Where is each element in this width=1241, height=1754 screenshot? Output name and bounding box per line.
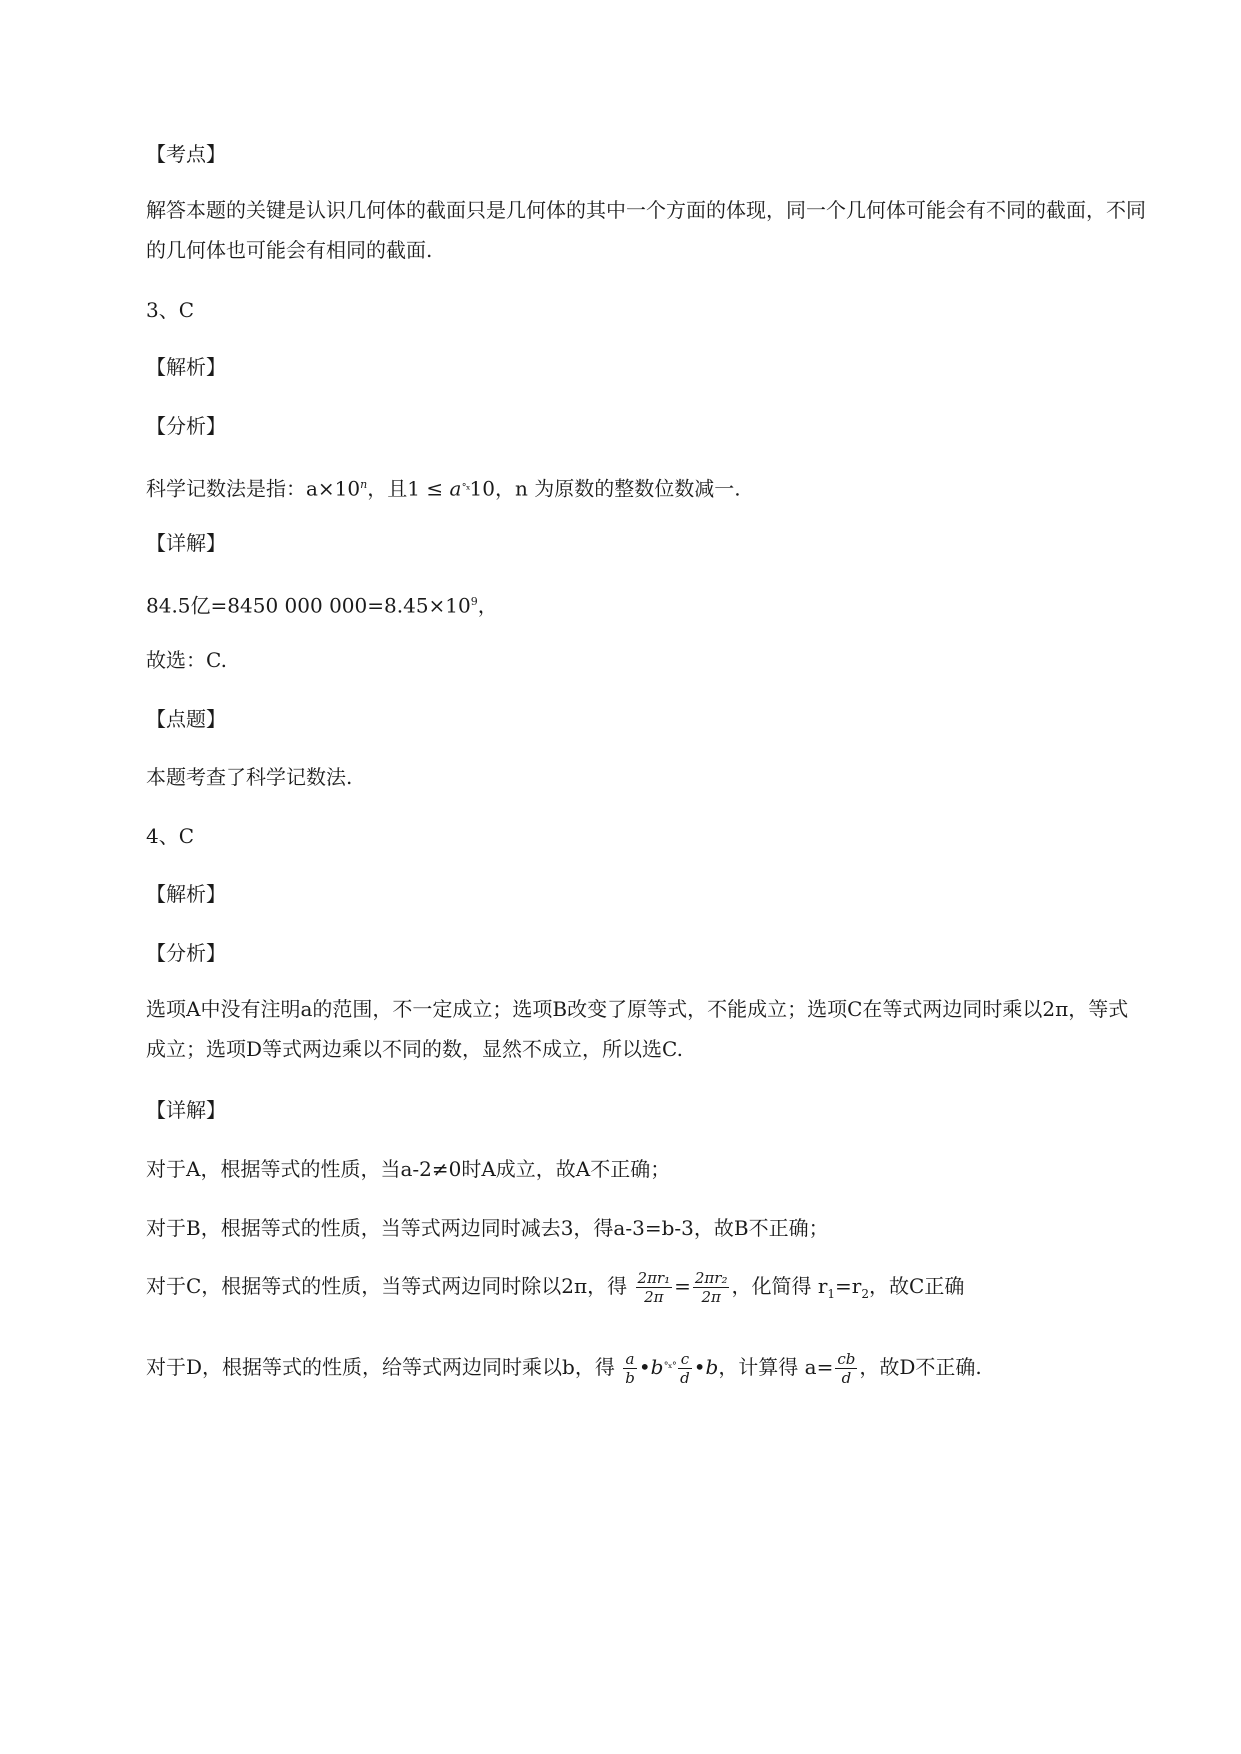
q4-c-fraction-right-denominator: 2π (701, 1288, 721, 1306)
q4-c-fraction-right (693, 1269, 730, 1306)
q4-c-part-c: =r (835, 1274, 862, 1298)
q4-fenxi-paragraph: 选项A中没有注明a的范围，不一定成立；选项B改变了原等式，不能成立；选项C在等式两边同时乘以2π，等式成立；选项D等式两边乘以不同的数，显然不成立，所以选C. (146, 997, 1129, 1061)
q4-c-fraction-right-numerator: 2πr₂ (694, 1269, 728, 1287)
q4-c-fraction-left-denominator: 2π (644, 1288, 664, 1306)
q4-d-part-a: 对于D，根据等式的性质，给等式两边同时乘以b，得 (146, 1355, 615, 1379)
q4-d-times-b-1: •b (638, 1355, 664, 1379)
q4-d-fraction-3-numerator: cb (837, 1350, 856, 1368)
question-3-label: 3、C (146, 298, 195, 322)
q3-xiangjie-line-1 (146, 588, 498, 620)
q4-d-part-b: ，计算得 a= (718, 1355, 834, 1379)
q4-d-part-c: ，故D不正确. (859, 1355, 982, 1379)
q3-heading-xiangjie: 【详解】 (146, 531, 226, 555)
q4-d-fraction-cb-over-d (835, 1350, 857, 1387)
q4-d-fraction-1-numerator: a (623, 1350, 637, 1369)
q3-fenxi-garbled-symbol: ˚ˣ (461, 483, 470, 497)
q4-c-subscript-2: 2 (861, 1287, 870, 1301)
q4-d-garbled-symbol: ˚ˣ˚ (663, 1361, 677, 1375)
heading-kaodian: 【考点】 (146, 142, 226, 166)
q4-d-times-b-2: •b (693, 1355, 719, 1379)
question-4-label: 4、C (146, 824, 195, 848)
q3-fenxi-exponent: n (360, 478, 368, 491)
q4-c-subscript-1: 1 (827, 1287, 836, 1301)
q3-xiangjie-part-b: ， (477, 593, 498, 618)
q4-d-fraction-3-denominator: d (841, 1369, 852, 1387)
q3-dianti-text: 本题考查了科学记数法. (146, 765, 353, 789)
q3-fenxi-var-a: a (449, 476, 462, 501)
q4-d-fraction-1-denominator: b (625, 1369, 635, 1387)
q4-d-fraction-c-over-d (678, 1350, 692, 1387)
q4-heading-xiangjie: 【详解】 (146, 1098, 226, 1122)
q4-c-fraction-left-numerator: 2πr₁ (637, 1269, 671, 1287)
q3-fenxi-part-c: 10，n 为原数的整数位数减一. (469, 476, 741, 501)
q4-c-part-d: ，故C正确 (869, 1274, 965, 1298)
q3-xiangjie-exponent: 9 (470, 595, 478, 608)
q4-detail-option-c (146, 1264, 964, 1316)
kaodian-paragraph: 解答本题的关键是认识几何体的截面只是几何体的其中一个方面的体现，同一个几何体可能会有不同的截面，不同的几何体也可能会有相同的截面. (146, 198, 1146, 262)
q4-heading-jiexi: 【解析】 (146, 882, 226, 906)
q3-xiangjie-line-2: 故选：C. (146, 648, 227, 672)
q4-d-fraction-2-denominator: d (680, 1369, 690, 1387)
q3-fenxi-part-b: ，且1 ≤ (367, 476, 450, 501)
q4-d-fraction-2-numerator: c (678, 1350, 692, 1369)
q4-detail-option-a: 对于A，根据等式的性质，当a-2≠0时A成立，故A不正确； (146, 1157, 671, 1181)
q4-c-equals: = (674, 1274, 691, 1298)
q3-fenxi-text (146, 471, 741, 504)
q3-heading-jiexi: 【解析】 (146, 355, 226, 379)
q4-c-fraction-left (636, 1269, 673, 1306)
q3-fenxi-part-a: 科学记数法是指：a×10 (146, 476, 361, 501)
q3-heading-fenxi: 【分析】 (146, 414, 226, 438)
q4-detail-option-b: 对于B，根据等式的性质，当等式两边同时减去3，得a-3=b-3，故B不正确； (146, 1216, 829, 1240)
q4-d-fraction-a-over-b (623, 1350, 637, 1387)
q3-xiangjie-part-a: 84.5亿=8450 000 000=8.45×10 (146, 593, 471, 618)
q4-detail-option-d (146, 1345, 982, 1391)
q4-c-part-b: ，化简得 r (731, 1274, 828, 1298)
q4-c-part-a: 对于C，根据等式的性质，当等式两边同时除以2π，得 (146, 1274, 628, 1298)
q4-heading-fenxi: 【分析】 (146, 941, 226, 965)
q3-heading-dianti: 【点题】 (146, 707, 226, 731)
